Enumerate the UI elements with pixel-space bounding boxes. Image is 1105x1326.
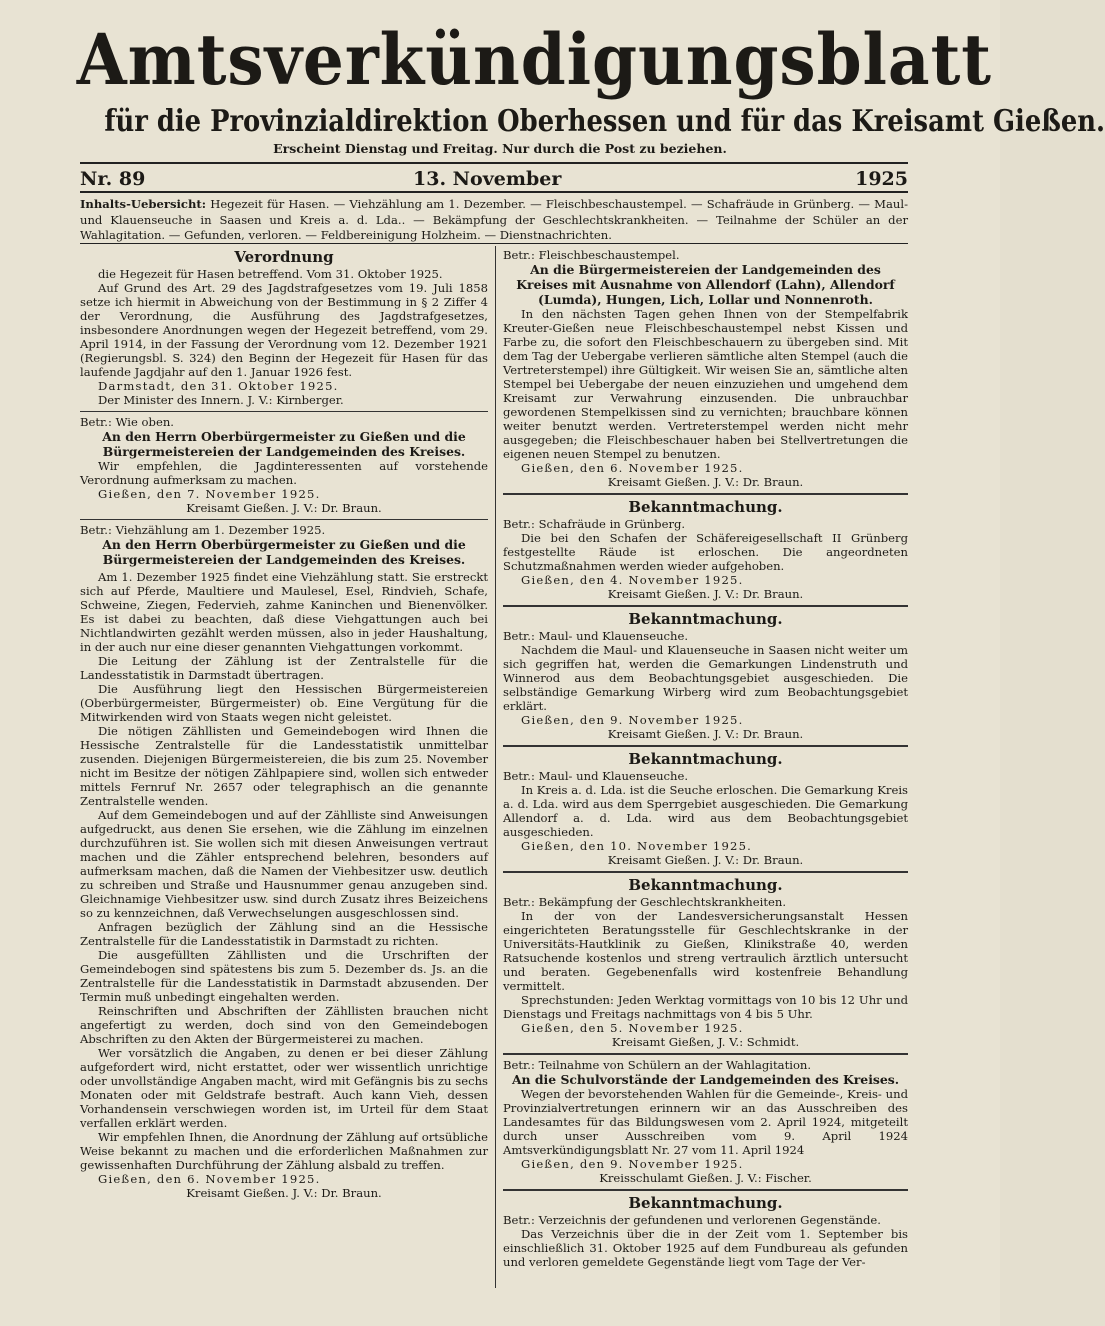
article-body: Auf Grund des Art. 29 des Jagdstrafgesetzes vom 19. Juli 1858 setze ich hiermit in Abweichung von der Bestimmung in § 2 Ziffer 4 der Verordnung, die Ausführung des Jagdstrafgesetzes, insbesondere Anordnungen wegen der Hegezeit betreffend, vom 29. April 1914, in der Fassung der Verordnung vom 12. Dezember 1921 (Regierungsbl. S. 324) den Beginn der Hegezeit für Hasen für das laufende Jagdjahr auf den 1. Januar 1926 fest. xyxy=(80,281,488,379)
issue-year: 1925 xyxy=(855,168,908,190)
article-betr: Betr.: Maul- und Klauenseuche. xyxy=(503,629,689,643)
article-signature: Kreisamt Gießen. J. V.: Dr. Braun. xyxy=(607,475,804,489)
article-betr: Betr.: Wie oben. xyxy=(80,415,174,429)
article-place-date: Gießen, den 9. November 1925. xyxy=(521,713,744,727)
article-heading: Verordnung xyxy=(234,248,334,266)
article-body: In Kreis a. d. Lda. ist die Seuche erloschen. Die Gemarkung Kreis a. d. Lda. wird aus dem Sperrgebiet ausgeschieden. Die Gemarkung Allendorf a. d. Lda. wird aus dem Beobachtungsgebiet ausgeschieden. xyxy=(503,783,908,839)
article-place-date: Gießen, den 6. November 1925. xyxy=(521,461,744,475)
article-verordnung xyxy=(80,248,488,407)
article-body: Wir empfehlen, die Jagdinteressenten auf vorstehende Verordnung aufmerksam zu machen. xyxy=(80,459,488,487)
article-signature: Kreisschulamt Gießen. J. V.: Fischer. xyxy=(599,1171,812,1185)
article-separator xyxy=(503,745,908,747)
article-separator xyxy=(80,411,488,412)
article-place-date: Darmstadt, den 31. Oktober 1925. xyxy=(98,379,339,393)
article-signature: Kreisamt Gießen. J. V.: Dr. Braun. xyxy=(186,1186,382,1200)
article-heading: Bekanntmachung. xyxy=(628,498,783,516)
article-body: Nachdem die Maul- und Klauenseuche in Saasen nicht weiter um sich gegriffen hat, werden die Gemarkungen Lindenstruth und Winnerod aus dem Beobachtungsgebiet ausgeschieden. Die selbständige Gemarkung Wirberg wird zum Beobachtungsgebiet erklärt. xyxy=(503,643,908,713)
article-address: An die Bürgermeistereien der Landgemeinden des Kreises mit Ausnahme von Allendorf (Lahn), Allendorf (Lumda), Hungen, Lich, Lollar und Nonnenroth. xyxy=(516,262,895,307)
article-heading: Bekanntmachung. xyxy=(628,1194,783,1212)
article-paragraph: Die ausgefüllten Zähllisten und die Urschriften der Gemeindebogen sind spätestens bis zum 5. Dezember ds. Js. an die Zentralstelle für die Landesstatistik in Darmstadt abzusenden. Der Termin muß unbedingt eingehalten werden. xyxy=(80,948,488,1004)
article-place-date: Gießen, den 7. November 1925. xyxy=(98,487,321,501)
article-place-date: Gießen, den 6. November 1925. xyxy=(98,1172,321,1186)
article-body: In den nächsten Tagen gehen Ihnen von der Stempelfabrik Kreuter-Gießen neue Fleischbeschaustempel nebst Kissen und Farbe zu, die sofort den Fleischbeschauern zu übergeben sind. Mit dem Tag der Uebergabe verlieren sämtliche alten Stempel (auch die Vertreterstempel) ihre Gültigkeit. Wir weisen Sie an, sämtliche alten Stempel bei Uebergabe der neuen einzuziehen und umgehend dem Kreisamt zur Verwahrung einzusenden. Die unbrauchbar gewordenen Stempelkissen sind zu vernichten; brauchbare können weiter benutzt werden. Vertreterstempel werden nicht mehr ausgegeben; die Fleischbeschauer haben bei Stellvertretungen die eigenen neuen Stempel zu benutzen. xyxy=(503,307,908,461)
issue-top-rule xyxy=(80,162,908,164)
article-paragraph: Wer vorsätzlich die Angaben, zu denen er bei dieser Zählung aufgefordert wird, nicht erstattet, oder wer wissentlich unrichtige oder unvollständige Angaben macht, wird mit Gefängnis bis zu sechs Monaten oder mit Geldstrafe bestraft. Auch kann Vieh, dessen Vorhandensein verschwiegen worden ist, im Urteil für dem Staat verfallen erklärt werden. xyxy=(80,1046,488,1130)
article-betr: Betr.: Bekämpfung der Geschlechtskrankheiten. xyxy=(503,895,787,909)
article-signature: Kreisamt Gießen, J. V.: Schmidt. xyxy=(611,1035,800,1049)
article-body: Wegen der bevorstehenden Wahlen für die Gemeinde-, Kreis- und Provinzialvertretungen erinnern wir an das Ausschreiben des Landesamtes für das Bildungswesen vom 2. April 1924, mitgeteilt durch unser Ausschreiben vom 9. April 1924 Amtsverkündigungsblatt Nr. 27 vom 11. April 1924 xyxy=(503,1087,908,1157)
article-separator xyxy=(503,1189,908,1191)
article-address: An den Herrn Oberbürgermeister zu Gießen und die Bürgermeistereien der Landgemeinden des Kreises. xyxy=(102,429,466,459)
article-place-date: Gießen, den 5. November 1925. xyxy=(521,1021,744,1035)
article-address: An die Schulvorstände der Landgemeinden des Kreises. xyxy=(511,1072,900,1087)
article-separator xyxy=(503,1053,908,1055)
article-paragraph: Auf dem Gemeindebogen und auf der Zählliste sind Anweisungen aufgedruckt, aus denen Sie ersehen, wie die Zählung im einzelnen durchzuführen ist. Sie wollen sich mit diesen Anweisungen vertraut machen und die Zähler entsprechend belehren, besonders auf aufmerksam machen, daß die Namen der Viehbesitzer usw. deutlich zu schreiben und Straße und Hausnummer genau anzugeben sind. Gleichnamige Viehbesitzer usw. sind durch Zusatz ihres Beizeichens so zu kennzeichnen, daß Verwechselungen ausgeschlossen sind. xyxy=(80,808,488,920)
article-betr: Betr.: Maul- und Klauenseuche. xyxy=(503,769,689,783)
article-place-date: Gießen, den 4. November 1925. xyxy=(521,573,744,587)
article-fleischbeschau xyxy=(503,248,908,489)
issue-date: 13. November xyxy=(413,168,562,190)
article-separator xyxy=(503,605,908,607)
article-heading: Bekanntmachung. xyxy=(628,610,783,628)
article-paragraph: Die nötigen Zähllisten und Gemeindebogen wird Ihnen die Hessische Zentralstelle für die Landesstatistik unmittelbar zusenden. Diejenigen Bürgermeistereien, die bis zum 25. November nicht im Besitze der nötigen Zählpapiere sind, wollen sich entweder mittels Fernruf Nr. 2657 oder telegraphisch an die genannte Zentralstelle wenden. xyxy=(80,724,488,808)
article-paragraph: Die Leitung der Zählung ist der Zentralstelle für die Landesstatistik in Darmstadt übertragen. xyxy=(80,654,488,682)
article-paragraph: Reinschriften und Abschriften der Zähllisten brauchen nicht angefertigt zu werden, doch sind von den Gemeindebogen Abschriften zu den Akten der Bürgermeisterei zu machen. xyxy=(80,1004,488,1046)
article-betr: Betr.: Viehzählung am 1. Dezember 1925. xyxy=(80,523,326,537)
left-column xyxy=(80,248,488,1200)
article-heading: Bekanntmachung. xyxy=(628,876,783,894)
article-hours: Sprechstunden: Jeden Werktag vormittags von 10 bis 12 Uhr und Dienstags und Freitags nachmittags von 4 bis 5 Uhr. xyxy=(503,993,908,1021)
article-body: Das Verzeichnis über die in der Zeit vom 1. September bis einschließlich 31. Oktober 1925 auf dem Fundbureau als gefunden und verloren gemeldete Gegenstände liegt vom Tage der Ver- xyxy=(503,1227,908,1269)
article-separator xyxy=(503,871,908,873)
article-place-date: Gießen, den 10. November 1925. xyxy=(521,839,753,853)
article-betr: Betr.: Fleischbeschaustempel. xyxy=(503,248,680,262)
table-of-contents xyxy=(80,197,908,244)
article-betr: Betr.: Teilnahme von Schülern an der Wahlagitation. xyxy=(503,1058,812,1072)
column-divider xyxy=(495,246,496,1288)
article-betr: Betr.: Schafräude in Grünberg. xyxy=(503,517,686,531)
article-schafraeude xyxy=(503,498,908,601)
article-separator xyxy=(503,493,908,495)
article-signature: Kreisamt Gießen. J. V.: Dr. Braun. xyxy=(607,853,804,867)
article-fundsachen xyxy=(503,1194,908,1269)
article-signature: Kreisamt Gießen. J. V.: Dr. Braun. xyxy=(186,501,382,515)
article-paragraph: Wir empfehlen Ihnen, die Anordnung der Zählung auf ortsübliche Weise bekannt zu machen und die erforderlichen Maßnahmen zur gewissenhaften Durchführung der Zählung alsbald zu treffen. xyxy=(80,1130,488,1172)
article-address: An den Herrn Oberbürgermeister zu Gießen und die Bürgermeistereien der Landgemeinden des Kreises. xyxy=(102,537,466,567)
article-hegezeit-notice xyxy=(80,415,488,515)
article-body: In der von der Landesversicherungsanstalt Hessen eingerichteten Beratungsstelle für Geschlechtskranke in der Universitäts-Hautklinik zu Gießen, Klinikstraße 40, werden Ratsuchende kostenlos und streng vertraulich ärztlich untersucht und beraten. Gegebenenfalls wird kostenfreie Behandlung vermittelt. xyxy=(503,909,908,993)
article-geschlechtskrankheiten xyxy=(503,876,908,1049)
toc-label: Inhalts-Uebersicht: xyxy=(80,197,207,211)
issue-line xyxy=(80,166,908,192)
article-maulseuche-kreis xyxy=(503,750,908,867)
article-heading: Bekanntmachung. xyxy=(628,750,783,768)
article-place-date: Gießen, den 9. November 1925. xyxy=(521,1157,744,1171)
article-signature: Kreisamt Gießen. J. V.: Dr. Braun. xyxy=(607,587,804,601)
masthead-subtitle: für die Provinzialdirektion Oberhessen und für das Kreisamt Gießen. xyxy=(104,104,1105,139)
article-betr: Betr.: Verzeichnis der gefundenen und verlorenen Gegenstände. xyxy=(503,1213,881,1227)
right-column xyxy=(503,248,908,1269)
article-paragraph: Die Ausführung liegt den Hessischen Bürgermeistereien (Oberbürgermeister, Bürgermeister) ob. Eine Vergütung für die Mitwirkenden wird von Staats wegen nicht geleistet. xyxy=(80,682,488,724)
article-viehzaehlung xyxy=(80,523,488,1200)
article-signature: Der Minister des Innern. J. V.: Kirnberger. xyxy=(98,393,344,407)
article-paragraph: Am 1. Dezember 1925 findet eine Viehzählung statt. Sie erstreckt sich auf Pferde, Maultiere und Maulesel, Esel, Rindvieh, Schafe, Schweine, Ziegen, Federvieh, zahme Kaninchen und Bienenvölker. Es ist dabei zu beachten, daß diese Viehgattungen auch bei Nichtlandwirten gezählt werden müssen, also in jeder Haushaltung, in der auch nur eine dieser genannten Viehgattungen vorkommt. xyxy=(80,570,488,654)
toc-text: Hegezeit für Hasen. — Viehzählung am 1. Dezember. — Fleischbeschaustempel. — Schafräude in Grünberg. — Maul- und Klauenseuche in Saasen und Kreis a. d. Lda.. — Bekämpfung der Geschlechtskrankheiten. — Teilnahme der Schüler an der Wahlagitation. — Gefunden, verloren. — Feldbereinigung Holzheim. — Dienstnachrichten. xyxy=(80,197,908,243)
article-wahlagitation xyxy=(503,1058,908,1185)
article-subject: die Hegezeit für Hasen betreffend. Vom 31. Oktober 1925. xyxy=(98,267,443,281)
masthead-title: Amtsverkündigungsblatt xyxy=(76,18,992,101)
article-body: Die bei den Schafen der Schäfereigesellschaft II Grünberg festgestellte Räude ist erloschen. Die angeordneten Schutzmaßnahmen werden wieder aufgehoben. xyxy=(503,531,908,573)
issue-number: Nr. 89 xyxy=(80,168,146,190)
toc-rule xyxy=(80,243,908,244)
article-maulseuche-saasen xyxy=(503,610,908,741)
publication-info: Erscheint Dienstag und Freitag. Nur durch die Post zu beziehen. xyxy=(273,141,727,156)
article-paragraph: Anfragen bezüglich der Zählung sind an die Hessische Zentralstelle für die Landesstatistik in Darmstadt zu richten. xyxy=(80,920,488,948)
article-separator xyxy=(80,519,488,520)
article-signature: Kreisamt Gießen. J. V.: Dr. Braun. xyxy=(607,727,804,741)
issue-bottom-rule xyxy=(80,191,908,193)
